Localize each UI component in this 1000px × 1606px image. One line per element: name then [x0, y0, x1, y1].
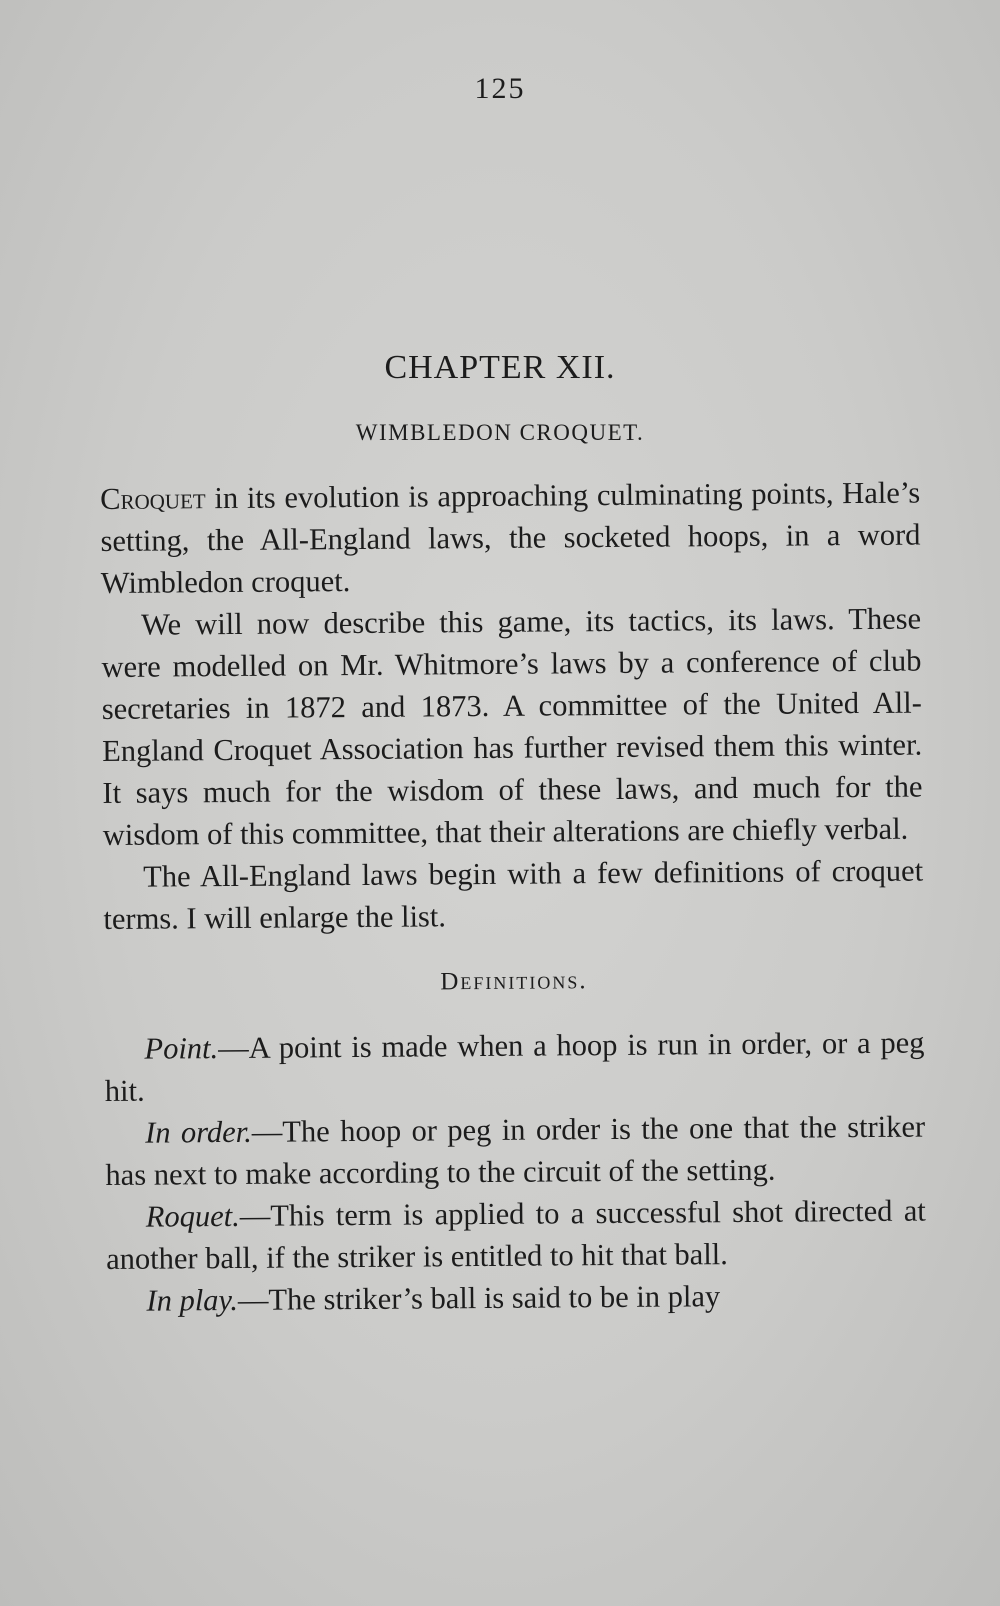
paragraph-2: We will now describe this game, its tactics, its laws. These were modelled on Mr. Whitmore’s laws by a conference of club secretaries in 1872 and 1873. A committee of the United All-England Croquet Association has further revised them this winter. It says much for the wisdom of these laws, and much for the wisdom of this committee, that their alterations are chiefly verbal. — [101, 601, 923, 852]
paragraph-intro — [100, 472, 921, 604]
definition-text: —The striker’s ball is said to be in play — [237, 1279, 721, 1317]
paragraph-3: The All-England laws begin with a few definitions of croquet terms. I will enlarge the list. — [103, 853, 924, 936]
chapter-title: CHAPTER XII. — [384, 349, 616, 386]
intro-text: in its evolution is approaching culminating points, Hale’s setting, the All-England laws, the socketed hoops, in a word Wimbledon croquet. — [100, 475, 921, 600]
definition-term: In play. — [146, 1282, 239, 1318]
definition-point — [104, 1022, 925, 1112]
definition-roquet — [106, 1190, 927, 1280]
chapter-subtitle: WIMBLEDON CROQUET. — [355, 420, 645, 445]
definition-text: —A point is made when a hoop is run in order, or a peg hit. — [104, 1025, 925, 1108]
definition-term: In order. — [145, 1114, 252, 1150]
page-number: 125 — [474, 72, 526, 105]
body-text — [100, 472, 927, 1322]
definition-term: Roquet. — [145, 1198, 240, 1234]
definitions-heading: Definitions. — [440, 967, 588, 996]
intro-first-word: Croquet — [100, 481, 206, 516]
definition-text: —This term is applied to a successful shot directed at another ball, if the striker is entitled to hit that ball. — [106, 1193, 926, 1276]
definition-in-play — [106, 1274, 926, 1322]
definition-term: Point. — [144, 1031, 219, 1066]
definition-text: —The hoop or peg in order is the one that the striker has next to make according to the circuit of the setting. — [105, 1109, 926, 1192]
definition-in-order — [105, 1106, 926, 1196]
